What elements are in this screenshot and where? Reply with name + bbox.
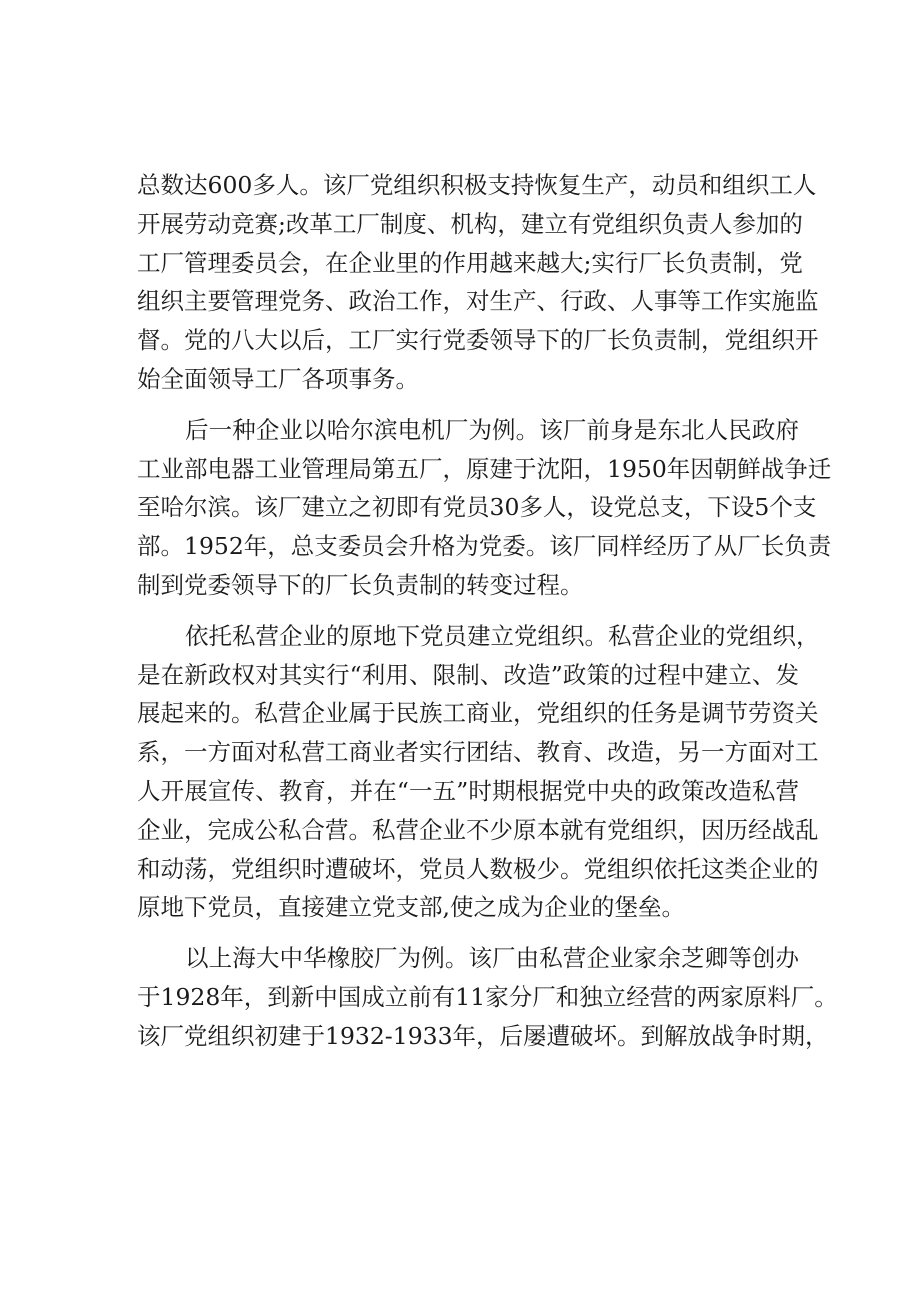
text-line: 制到党委领导下的厂长负责制的转变过程。 (137, 570, 584, 599)
text-line: 组织主要管理党务、政治工作，对生产、行政、人事等工作实施监 (137, 287, 819, 316)
text-line: 工业部电器工业管理局第五厂，原建于沈阳，1950年因朝鲜战争迁 (137, 454, 832, 483)
paragraph-gap (137, 605, 799, 617)
text-line: 至哈尔滨。该厂建立之初即有党员30多人，设党总支，下设5个支 (137, 493, 817, 522)
document-body (137, 166, 838, 1056)
paragraph-2 (137, 411, 832, 605)
text-line: 该厂党组织初建于1932-1933年，后屡遭破坏。到解放战争时期， (137, 1021, 829, 1050)
text-line: 部。1952年，总支委员会升格为党委。该厂同样经历了从厂长负责 (137, 532, 832, 561)
text-line: 展起来的。私营企业属于民族工商业，党组织的任务是调节劳资关 (137, 699, 819, 728)
paragraph-gap (137, 927, 799, 939)
text-line: 依托私营企业的原地下党员建立党组织。私营企业的党组织， (185, 621, 820, 650)
text-line: 企业，完成公私合营。私营企业不少原本就有党组织，因历经战乱 (137, 815, 819, 844)
text-line: 人开展宣传、教育，并在“一五”时期根据党中央的政策改造私营 (137, 776, 799, 805)
text-line: 开展劳动竞赛;改革工厂制度、机构，建立有党组织负责人参加的 (137, 209, 803, 238)
text-line: 系，一方面对私营工商业者实行团结、教育、改造，另一方面对工 (137, 738, 819, 767)
text-line: 以上海大中华橡胶厂为例。该厂由私营企业家余芝卿等创办 (185, 944, 799, 973)
text-line: 是在新政权对其实行“利用、限制、改造”政策的过程中建立、发 (137, 660, 799, 689)
paragraph-gap (137, 399, 799, 411)
text-line: 后一种企业以哈尔滨电机厂为例。该厂前身是东北人民政府 (185, 415, 799, 444)
paragraph-4 (137, 939, 838, 1055)
text-line: 和动荡，党组织时遭破坏，党员人数极少。党组织依托这类企业的 (137, 854, 819, 883)
paragraph-3 (137, 617, 820, 927)
text-line: 于1928年，到新中国成立前有11家分厂和独立经营的两家原料厂。 (137, 982, 838, 1011)
text-line: 始全面领导工厂各项事务。 (137, 364, 419, 393)
text-line: 原地下党员，直接建立党支部,使之成为企业的堡垒。 (137, 893, 685, 922)
text-line: 工厂管理委员会，在企业里的作用越来越大;实行厂长负责制，党 (137, 248, 803, 277)
text-line: 督。党的八大以后，工厂实行党委领导下的厂长负责制，党组织开 (137, 326, 819, 355)
paragraph-1 (137, 166, 819, 399)
text-line: 总数达600多人。该厂党组织积极支持恢复生产，动员和组织工人 (137, 171, 817, 199)
